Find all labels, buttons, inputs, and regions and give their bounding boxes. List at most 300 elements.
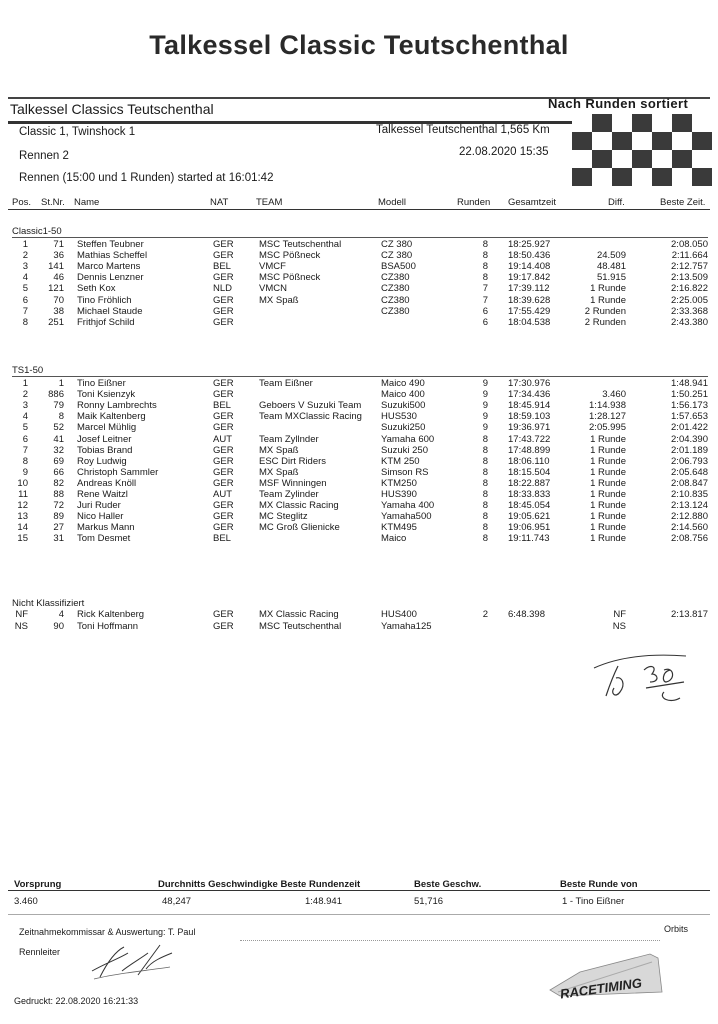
table-row [0,411,718,422]
cell-pos: 4 [22,272,28,284]
cell-model: KTM495 [381,522,417,534]
cell-best: 2:16.822 [671,283,708,295]
cell-total: 17:39.112 [508,283,550,295]
col-header-diff: Diff. [608,197,625,208]
cell-nat: GER [213,500,234,512]
cell-nr: 886 [48,389,64,401]
vorsprung-label: Vorsprung [14,879,62,890]
cell-model: Suzuki250 [381,422,426,434]
cell-laps: 8 [482,533,488,545]
col-header-nr: St.Nr. [41,197,65,208]
cell-laps: 8 [482,489,488,500]
cell-nat: GER [213,455,234,467]
cell-best: 2:01.422 [671,422,708,434]
cell-nr: 251 [48,316,64,328]
cell-pos: 8 [22,316,28,328]
cell-pos: 6 [22,433,28,445]
cell-pos: 1 [22,378,28,389]
table-row [0,378,718,389]
cell-nr: 121 [48,283,64,295]
cell-diff: 1 Runde [590,283,626,295]
cell-nr: 1 [58,378,64,389]
cell-laps: 8 [482,433,488,445]
divider [8,209,710,210]
table-row [0,522,718,533]
cell-diff: 1 Runde [590,533,626,545]
cell-team: MSC Pößneck [259,272,321,284]
cell-team: Team Eißner [259,378,313,389]
cell-pos: 2 [22,250,28,262]
cell-name: Markus Mann [77,522,135,534]
cell-nr: 38 [53,305,64,317]
sort-label: Nach Runden sortiert [548,96,689,111]
cell-diff: 1 Runde [590,522,626,534]
table-row [0,621,718,632]
cell-total: 18:25.927 [508,239,551,250]
cell-model: Maico 490 [381,378,425,389]
cell-best: 2:08.756 [671,533,708,545]
cell-total: 19:36.971 [508,422,551,434]
cell-diff: NS [612,621,626,632]
cell-nat: GER [213,444,234,456]
table-row [0,500,718,511]
cell-name: Rene Waitzl [77,489,128,500]
cell-name: Maik Kaltenberg [77,411,146,423]
table-row [0,295,718,306]
cell-name: Tom Desmet [77,533,131,545]
cell-model: Maico [381,533,407,545]
cell-pos: 3 [22,261,28,273]
cell-total: 19:05.621 [508,511,551,523]
cell-nr: 46 [53,272,64,284]
cell-laps: 8 [482,455,488,467]
cell-best: 2:05.648 [671,466,708,478]
cell-diff: 1:14.938 [589,400,626,412]
cell-total: 18:59.103 [508,411,551,423]
cell-pos: 5 [22,283,28,295]
cell-nr: 71 [53,239,64,250]
cell-name: Michael Staude [77,305,143,317]
cell-best: 2:12.757 [671,261,708,273]
cell-model: Maico 400 [381,389,425,401]
cell-model: Yamaha500 [381,511,432,523]
cell-name: Toni Hoffmann [77,621,139,632]
cell-model: HUS400 [381,609,417,620]
table-row [0,272,718,283]
table-row [0,283,718,294]
divider [8,890,710,891]
cell-team: MSC Teutschenthal [259,621,342,632]
table-row [0,445,718,456]
class-name: TS1-50 [12,365,44,376]
cell-laps: 9 [482,411,488,423]
cell-name: Tobias Brand [77,444,133,456]
col-header-best: Beste Zeit. [660,197,706,208]
cell-nr: 88 [53,489,64,500]
cell-pos: 9 [22,466,28,478]
cell-best: 2:12.880 [671,511,708,523]
cell-pos: 1 [22,239,28,250]
cell-nr: 141 [48,261,64,273]
cell-team: MX Classic Racing [259,609,339,620]
cell-best: 2:11.664 [671,250,708,262]
cell-best: 2:04.390 [671,433,708,445]
cell-nr: 89 [53,511,64,523]
cell-diff: 1 Runde [590,455,626,467]
cell-total: 18:50.436 [508,250,551,262]
cell-model: Yamaha 400 [381,500,435,512]
cell-diff: 51.915 [596,272,626,284]
cell-pos: NF [15,609,28,620]
cell-model: BSA500 [381,261,416,273]
orbits-label: Orbits [664,924,689,934]
cell-model: Yamaha125 [381,621,432,632]
cell-nr: 8 [58,411,64,423]
cell-best: 2:10.835 [671,489,708,500]
col-header-laps: Runden [457,197,491,208]
cell-pos: 3 [22,400,28,412]
cell-best: 1:56.173 [671,400,708,412]
cell-model: CZ380 [381,283,410,295]
cell-total: 17:55.429 [508,305,551,317]
cell-model: Suzuki500 [381,400,426,412]
cell-diff: 1 Runde [590,294,626,306]
col-header-nat: NAT [210,197,229,208]
cell-model: Yamaha 600 [381,433,435,445]
cell-nat: AUT [213,489,232,500]
cell-nr: 79 [53,400,64,412]
cell-total: 18:45.914 [508,400,551,412]
vorsprung-value: 3.460 [14,896,38,907]
cell-team: MX Spaß [259,294,299,306]
cell-model: CZ380 [381,294,410,306]
cell-total: 6:48.398 [508,609,545,620]
cell-nr: 27 [53,522,64,534]
cell-team: MC Steglitz [259,511,308,523]
cell-laps: 9 [482,389,488,401]
cell-total: 19:17.842 [508,272,551,284]
cell-total: 17:30.976 [508,378,551,389]
table-row [0,306,718,317]
cell-total: 18:45.054 [508,500,551,512]
cell-nat: GER [213,609,234,620]
cell-nr: 72 [53,500,64,512]
table-row [0,250,718,261]
cell-nat: GER [213,316,234,328]
cell-total: 17:48.899 [508,444,551,456]
cell-nr: 70 [53,294,64,306]
racetiming-logo [540,942,670,1002]
cell-laps: 8 [482,444,488,456]
event-name: Talkessel Classics Teutschenthal [10,101,214,117]
cell-nat: GER [213,389,234,401]
col-header-model: Modell [378,197,406,208]
checkered-flag-icon [572,114,712,186]
col-header-total: Gesamtzeit [508,197,557,208]
cell-model: KTM 250 [381,455,420,467]
cell-name: Juri Ruder [77,500,121,512]
svg-text:RACETIMING: RACETIMING [559,975,643,1002]
cell-total: 19:14.408 [508,261,551,273]
cell-nat: GER [213,378,234,389]
class-name: Classic1-50 [12,226,62,237]
cell-best: 2:13.124 [671,500,708,512]
cell-laps: 6 [482,305,488,317]
page-title: Talkessel Classic Teutschenthal [149,30,569,60]
cell-team: MX Classic Racing [259,500,339,512]
printed-timestamp: Gedruckt: 22.08.2020 16:21:33 [14,996,139,1006]
cell-team: VMCF [259,261,286,273]
table-row [0,609,718,620]
cell-diff: 1 Runde [590,477,626,489]
cell-best: 2:43.380 [671,316,708,328]
cell-total: 18:33.833 [508,489,551,500]
cell-laps: 9 [482,378,488,389]
cell-nr: 41 [53,433,64,445]
cell-best: 1:57.653 [671,411,708,423]
cell-laps: 8 [482,261,488,273]
cell-total: 18:22.887 [508,477,551,489]
cell-diff: 1 Runde [590,500,626,512]
cell-model: CZ380 [381,272,410,284]
race-label: Rennen 2 [19,150,69,162]
cell-laps: 8 [482,511,488,523]
best-lap-value: 1:48.941 [305,896,342,907]
cell-nat: BEL [213,261,231,273]
cell-nat: GER [213,511,234,523]
cell-team: MSC Pößneck [259,250,321,262]
col-header-pos: Pos. [12,197,32,208]
cell-nat: GER [213,621,234,632]
cell-nr: 36 [53,250,64,262]
cell-nr: 4 [58,609,64,620]
cell-nat: GER [213,522,234,534]
cell-nr: 90 [53,621,64,632]
cell-diff: 24.509 [596,250,626,262]
cell-total: 18:39.628 [508,294,551,306]
cell-name: Nico Haller [77,511,124,523]
cell-laps: 8 [482,500,488,512]
table-row [0,434,718,445]
cell-laps: 7 [482,294,488,306]
cell-pos: 8 [22,455,28,467]
cell-pos: 6 [22,294,28,306]
best-lap-of-value: 1 - Tino Eißner [562,896,625,907]
race-director-label: Rennleiter [19,947,61,957]
cell-nat: BEL [213,533,231,545]
race-director-signature [88,941,178,983]
class-line: Classic 1, Twinshock 1 [19,126,136,138]
cell-nat: NLD [213,283,233,295]
cell-best: 2:06.793 [671,455,708,467]
cell-pos: 7 [22,305,28,317]
cell-nat: GER [213,239,234,250]
cell-best: 2:25.005 [671,294,708,306]
cell-nat: GER [213,411,234,423]
cell-diff: 2:05.995 [589,422,626,434]
cell-team: Team Zylinder [259,489,319,500]
cell-best: 2:13.817 [671,609,708,620]
cell-pos: 7 [22,444,28,456]
cell-laps: 6 [482,316,488,328]
cell-diff: 2 Runden [584,305,626,317]
cell-team: MX Spaß [259,466,299,478]
cell-nr: 82 [53,477,64,489]
location: Talkessel Teutschenthal 1,565 Km [376,124,550,136]
cell-nat: GER [213,466,234,478]
cell-name: Rick Kaltenberg [77,609,145,620]
best-lap-of-label: Beste Runde von [560,879,638,890]
cell-laps: 9 [482,422,488,434]
cell-best: 2:01.189 [671,444,708,456]
cell-model: CZ380 [381,305,410,317]
cell-nat: GER [213,294,234,306]
cell-name: Steffen Teubner [77,239,144,250]
cell-team: MSF Winningen [259,477,327,489]
cell-nr: 66 [53,466,64,478]
cell-team: MX Spaß [259,444,299,456]
cell-pos: 5 [22,422,28,434]
cell-name: Ronny Lambrechts [77,400,157,412]
cell-pos: 10 [17,477,28,489]
table-row [0,239,718,250]
cell-total: 17:43.722 [508,433,551,445]
cell-laps: 8 [482,522,488,534]
cell-diff: 1 Runde [590,433,626,445]
cell-diff: 3.460 [602,389,626,401]
cell-diff: 48.481 [596,261,626,273]
timekeeper-line: Zeitnahmekommissar & Auswertung: T. Paul [19,927,196,937]
cell-model: CZ 380 [381,239,413,250]
cell-nr: 52 [53,422,64,434]
cell-name: Frithjof Schild [77,316,135,328]
cell-pos: 2 [22,389,28,401]
cell-best: 2:14.560 [671,522,708,534]
cell-nat: GER [213,305,234,317]
cell-diff: NF [613,609,626,620]
cell-name: Josef Leitner [77,433,132,445]
cell-pos: NS [14,621,28,632]
avg-speed-value: 48,247 [162,896,192,907]
cell-diff: 1 Runde [590,466,626,478]
table-row [0,317,718,328]
race-start-info: Rennen (15:00 und 1 Runden) started at 16:01:42 [19,172,274,184]
table-row [0,422,718,433]
table-row [0,478,718,489]
col-header-name: Name [74,197,100,208]
cell-name: Marcel Mühlig [77,422,137,434]
cell-best: 2:08.847 [671,477,708,489]
best-speed-label: Beste Geschw. [414,879,482,890]
cell-model: Simson RS [381,466,429,478]
divider [12,376,708,377]
cell-team: VMCN [259,283,287,295]
cell-name: Toni Ksienzyk [77,389,136,401]
cell-team: Team Zyllnder [259,433,319,445]
cell-best: 1:48.941 [671,378,708,389]
cell-nr: 31 [53,533,64,545]
cell-diff: 1 Runde [590,511,626,523]
table-row [0,533,718,544]
cell-pos: 14 [17,522,28,534]
table-row [0,489,718,500]
speed-label: Durchnitts Geschwindigke Beste Rundenzeit [158,879,361,890]
cell-nat: GER [213,477,234,489]
cell-nat: BEL [213,400,231,412]
race-date: 22.08.2020 15:35 [459,146,549,158]
cell-model: Suzuki 250 [381,444,429,456]
cell-team: MC Groß Glienicke [259,522,340,534]
table-row [0,400,718,411]
table-row [0,467,718,478]
best-speed-value: 51,716 [414,896,444,907]
cell-team: Team MXClassic Racing [259,411,362,423]
cell-team: MSC Teutschenthal [259,239,342,250]
cell-pos: 15 [17,533,28,545]
cell-best: 2:33.368 [671,305,708,317]
cell-model: HUS530 [381,411,417,423]
cell-total: 19:11.743 [508,533,550,545]
cell-nr: 69 [53,455,64,467]
divider [12,237,708,238]
cell-name: Seth Kox [77,283,116,295]
divider [240,940,660,941]
cell-model: CZ 380 [381,250,413,262]
cell-name: Marco Martens [77,261,141,273]
cell-name: Andreas Knöll [77,477,137,489]
cell-pos: 11 [18,489,28,500]
divider [8,914,710,915]
cell-name: Tino Fröhlich [77,294,132,306]
cell-laps: 7 [482,283,488,295]
cell-team: ESC Dirt Riders [259,455,327,467]
cell-name: Roy Ludwig [77,455,127,467]
cell-best: 2:08.050 [671,239,708,250]
cell-best: 1:50.251 [671,389,708,401]
cell-total: 19:06.951 [508,522,551,534]
cell-laps: 8 [482,239,488,250]
cell-diff: 1:28.127 [589,411,626,423]
cell-nat: GER [213,250,234,262]
cell-laps: 2 [482,609,488,620]
cell-total: 18:06.110 [508,455,550,467]
cell-diff: 2 Runden [584,316,626,328]
cell-total: 17:34.436 [508,389,551,401]
cell-laps: 8 [482,272,488,284]
cell-total: 18:15.504 [508,466,551,478]
cell-name: Christoph Sammler [77,466,159,478]
cell-name: Tino Eißner [77,378,126,389]
cell-pos: 12 [17,500,28,512]
cell-nr: 32 [53,444,64,456]
cell-nat: AUT [213,433,232,445]
cell-pos: 4 [22,411,28,423]
cell-laps: 9 [482,400,488,412]
signature-image [586,648,696,708]
cell-laps: 8 [482,250,488,262]
cell-nat: GER [213,422,234,434]
cell-nat: GER [213,272,234,284]
cell-diff: 1 Runde [590,489,626,500]
not-classified-label: Nicht Klassifiziert [12,598,85,609]
table-row [0,261,718,272]
cell-model: HUS390 [381,489,417,500]
cell-team: Geboers V Suzuki Team [259,400,362,412]
table-row [0,511,718,522]
col-header-team: TEAM [256,197,283,208]
table-row [0,389,718,400]
cell-diff: 1 Runde [590,444,626,456]
